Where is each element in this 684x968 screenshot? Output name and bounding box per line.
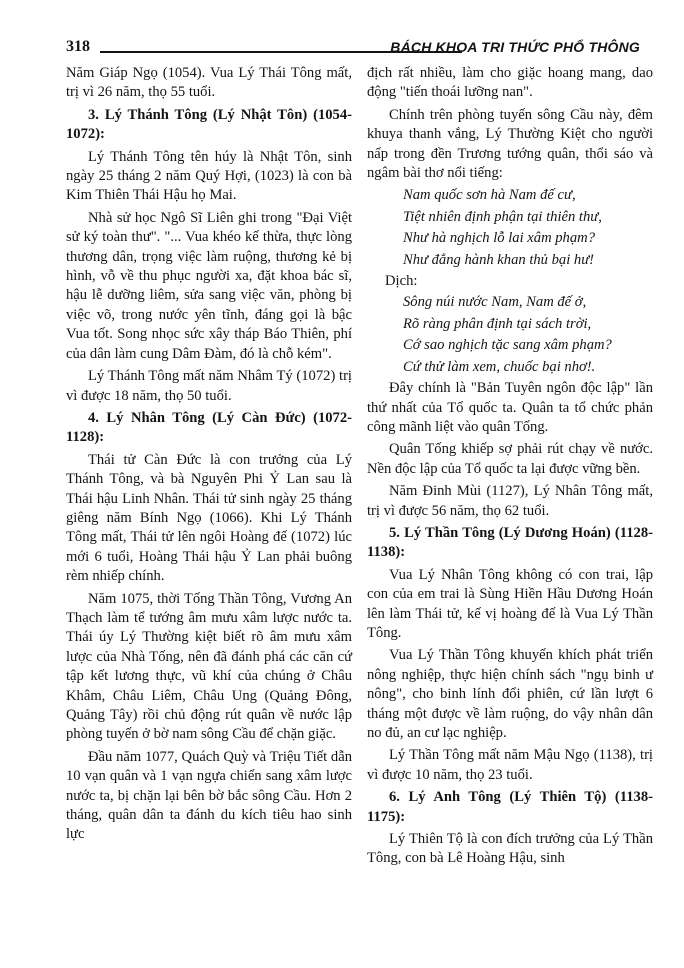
poem-line: Cớ sao nghịch tặc sang xâm phạm? bbox=[403, 337, 612, 354]
paragraph: Vua Lý Thần Tông khuyến khích phát triển nông nghiệp, thực hiện chính sách "ngụ binh ư nông", cho binh lính đổi phiên, cứ lần lượt 6 tháng một được về làm ruộng, do vậy nhân dân no đủ, an cư lạc nghiệp. bbox=[367, 647, 653, 741]
paragraph: Nhà sử học Ngô Sĩ Liên ghi trong "Đại Việt sử ký toàn thư". "... Vua khéo kế thừa, thực lòng thương dân, trọng việc làm ruộng, thương kẻ bị hình, vỗ về thu phục người xa, đặt khoa bác sĩ, hậu lễ dưỡng liêm, sửa sang việc văn, phòng bị việc võ, trong nước yên tĩnh, đáng gọi là bậc Vua tốt. Song nhọc sức xây tháp Báo Thiên, phí của dân làm cung Dâm Đàm, đó là chỗ kém". bbox=[66, 209, 352, 362]
book-title: BÁCH KHOA TRI THỨC PHỔ THÔNG bbox=[390, 39, 640, 55]
page-number: 318 bbox=[66, 38, 90, 55]
paragraph: Đầu năm 1077, Quách Quỳ và Triệu Tiết dẫn 10 vạn quân và 1 vạn ngựa chiến sang xâm lược nước ta, bị chặn lại bên bờ bắc sông Cầu. Hơn 2 tháng, quân dân ta đánh du kích tiêu hao sinh lực bbox=[66, 748, 352, 843]
left-column bbox=[66, 64, 352, 848]
paragraph: Lý Thánh Tông mất năm Nhâm Tý (1072) trị vì được 18 năm, thọ 50 tuổi. bbox=[66, 368, 352, 404]
paragraph: Chính trên phòng tuyến sông Cầu này, đêm khuya thanh vắng, Lý Thường Kiệt cho người nấp trong đền Trương tướng quân, thổi sáo và ngâm bài thơ nổi tiếng: bbox=[367, 106, 653, 182]
poem-line: Rõ ràng phân định tại sách trời, bbox=[403, 315, 592, 332]
section-heading: 5. Lý Thần Tông (Lý Dương Hoán) (1128-1138): bbox=[367, 524, 653, 561]
poem-line: Cứ thử làm xem, chuốc bại nhơ!. bbox=[403, 358, 596, 375]
poem-line: Như đẳng hành khan thủ bại hư! bbox=[403, 251, 595, 268]
paragraph: Vua Lý Nhân Tông không có con trai, lập con của em trai là Sùng Hiền Hầu Dương Hoán lên làm Thái tử, kế vị hoàng đế là Vua Lý Thần Tông. bbox=[367, 566, 653, 641]
paragraph: Năm 1075, thời Tống Thần Tông, Vương An Thạch làm tể tướng âm mưu xâm lược nước ta. Thái úy Lý Thường kiệt biết rõ âm mưu xâm lược của Nhà Tống, nên đã đánh phá các căn cứ tập kết lương thực, vũ khí của chúng ở Châu Khâm, Châu Liêm, Châu Ung (Quảng Đông, Quảng Tây) rồi chủ động rút quân về nước lập phòng tuyến ở bờ nam sông Cầu để chặn giặc. bbox=[66, 590, 352, 743]
right-column bbox=[367, 64, 653, 872]
paragraph: Quân Tống khiếp sợ phải rút chạy về nước. Nền độc lập của Tổ quốc ta lại được vững bền. bbox=[367, 441, 653, 477]
paragraph: Lý Thiên Tộ là con đích trưởng của Lý Thần Tông, con bà Lê Hoàng Hậu, sinh bbox=[367, 831, 653, 867]
paragraph: Năm Đinh Mùi (1127), Lý Nhân Tông mất, trị vì được 56 năm, thọ 62 tuổi. bbox=[367, 483, 653, 519]
running-header bbox=[66, 38, 640, 58]
poem-line: Sông núi nước Nam, Nam đế ở, bbox=[403, 294, 587, 311]
continuation-text: Năm Giáp Ngọ (1054). Vua Lý Thái Tông mất, trị vì 26 năm, thọ 55 tuổi. bbox=[66, 65, 352, 101]
poem-line: Tiệt nhiên định phận tại thiên thư, bbox=[403, 208, 602, 225]
poem-line: Nam quốc sơn hà Nam đế cư, bbox=[403, 187, 576, 204]
paragraph: Đây chính là "Bản Tuyên ngôn độc lập" lần thứ nhất của Tổ quốc ta. Quân ta tổ chức phản công mãnh liệt vào quân Tống. bbox=[367, 380, 653, 435]
paragraph: Thái tử Càn Đức là con trưởng của Lý Thánh Tông, và bà Nguyên Phi Ỷ Lan sau là Thái hậu Linh Nhân. Thái tử sinh ngày 25 tháng giêng năm Bính Ngọ (1066). Khi Lý Thánh Tông mất, Thái tử lên ngôi Hoàng đế (1072) lúc mới 6 tuổi, Hoàng Thái hậu Ỷ Lan phải buông rèm nhiếp chính. bbox=[66, 451, 352, 585]
section-heading: 6. Lý Anh Tông (Lý Thiên Tộ) (1138-1175): bbox=[367, 789, 653, 825]
continuation-text: địch rất nhiều, làm cho giặc hoang mang, dao động "tiến thoái lưỡng nan". bbox=[367, 65, 653, 101]
paragraph: Lý Thần Tông mất năm Mậu Ngọ (1138), trị vì được 10 năm, thọ 23 tuổi. bbox=[367, 747, 653, 783]
translation-label: Dịch: bbox=[385, 273, 418, 290]
paragraph: Lý Thánh Tông tên húy là Nhật Tôn, sinh ngày 25 tháng 2 năm Quý Hợi, (1023) là con bà Kim Thiên Thái Hậu họ Mai. bbox=[66, 148, 352, 204]
section-heading: 3. Lý Thánh Tông (Lý Nhật Tôn) (1054-1072): bbox=[66, 106, 352, 143]
poem-line: Như hà nghịch lỗ lai xâm phạm? bbox=[403, 230, 595, 247]
section-heading: 4. Lý Nhân Tông (Lý Càn Đức) (1072-1128): bbox=[66, 409, 352, 446]
